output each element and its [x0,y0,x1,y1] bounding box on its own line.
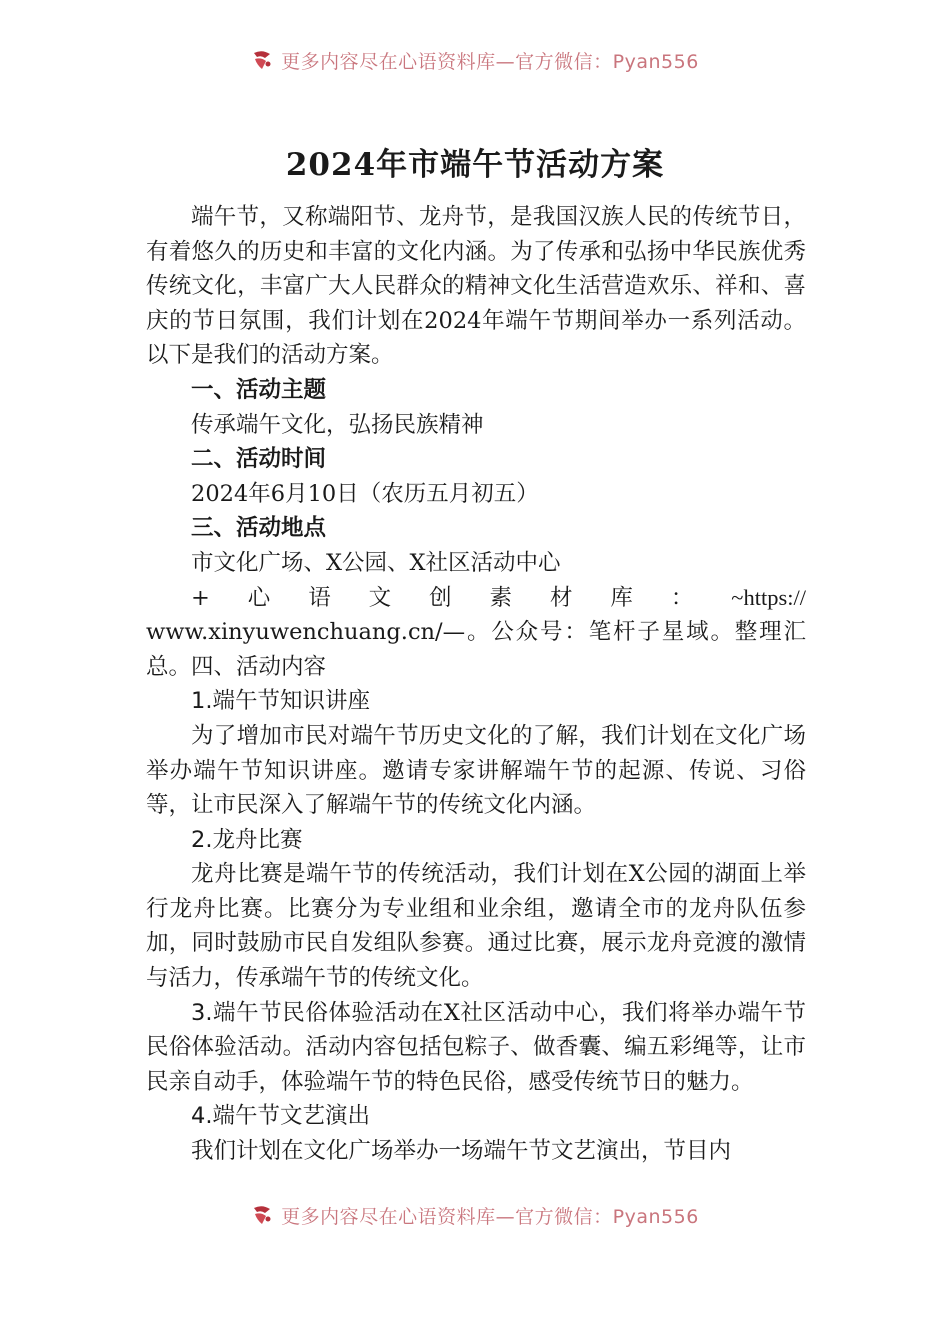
subsection-title-text: 2.龙舟比赛 [191,826,303,853]
section-heading-theme: 一、活动主题 [191,376,327,403]
subsection-body-4: 我们计划在文化广场举办一场端午节文艺演出，节目内 [191,1138,732,1165]
document-body [146,200,806,1169]
subsection-title-1 [146,684,806,719]
section-heading-place: 三、活动地点 [191,515,327,542]
subsection-title-4 [146,1099,806,1134]
subsection-body-3: 在X社区活动中心，我们将举办端午节民俗体验活动。活动内容包括包粽子、做香囊、编五彩绳等，让市民亲自动手，体验端午节的特色民俗，感受传统节日的魅力。 [146,999,806,1095]
subsection-title-3: 3.端午节民俗体验活动 [191,999,421,1026]
subsection-body-2: 龙舟比赛是端午节的传统活动，我们计划在X公园的湖面上举行龙舟比赛。比赛分为专业组和业余组，邀请全市的龙舟队伍参加，同时鼓励市民自发组队参赛。通过比赛，展示龙舟竞渡的激情与活力，传承端午节的传统文化。 [146,861,806,992]
watermark-banner-top [0,50,950,90]
ad-char: + [191,584,210,611]
ad-char: ： [670,584,694,611]
subsection-body-1: 为了增加市民对端午节历史文化的了解，我们计划在文化广场举办端午节知识讲座。邀请专家讲解端午节的起源、传说、习俗等，让市民深入了解端午节的传统文化内涵。 [146,722,806,819]
watermark-banner-bottom [0,1205,950,1245]
subsection-title-text: 1.端午节知识讲座 [191,688,370,715]
logo-icon [251,1205,273,1226]
watermark-text: 更多内容尽在心语资料库—官方微信：Pyan556 [281,50,699,73]
time-text: 2024年6月10日（农历五月初五） [191,480,539,507]
document-title: 2024年市端午节活动方案 [285,147,665,183]
theme-text: 传承端午文化，弘扬民族精神 [191,411,484,438]
ad-char: 素 [489,584,513,611]
section-heading-time: 二、活动时间 [191,446,327,473]
ad-char: 库 [610,584,633,611]
subsection-3 [146,996,806,1100]
ad-line [146,581,806,616]
ad-char: 文 [368,584,392,611]
place-text: 市文化广场、X公园、X社区活动中心 [191,549,561,576]
ad-char: 心 [247,584,271,611]
subsection-title-2 [146,823,806,858]
intro-paragraph: 端午节，又称端阳节、龙舟节，是我国汉族人民的传统节日，有着悠久的历史和丰富的文化内涵。为了传承和弘扬中华民族优秀传统文化，丰富广大人民群众的精神文化生活营造欢乐、祥和、喜庆的节日氛围，我们计划在2024年端午节期间举办一系列活动。以下是我们的活动方案。 [146,204,806,369]
ad-continuation: www.xinyuwenchuang.cn/—。公众号：笔杆子星域。整理汇总。四、活动内容 [146,619,806,680]
ad-char: 材 [549,584,573,611]
logo-icon [251,50,273,71]
ad-char: 创 [429,584,452,611]
ad-char: 语 [308,584,331,611]
subsection-title-text: 4.端午节文艺演出 [191,1103,370,1130]
ad-url-start: ~https:// [731,584,806,610]
watermark-text: 更多内容尽在心语资料库—官方微信：Pyan556 [281,1205,699,1228]
